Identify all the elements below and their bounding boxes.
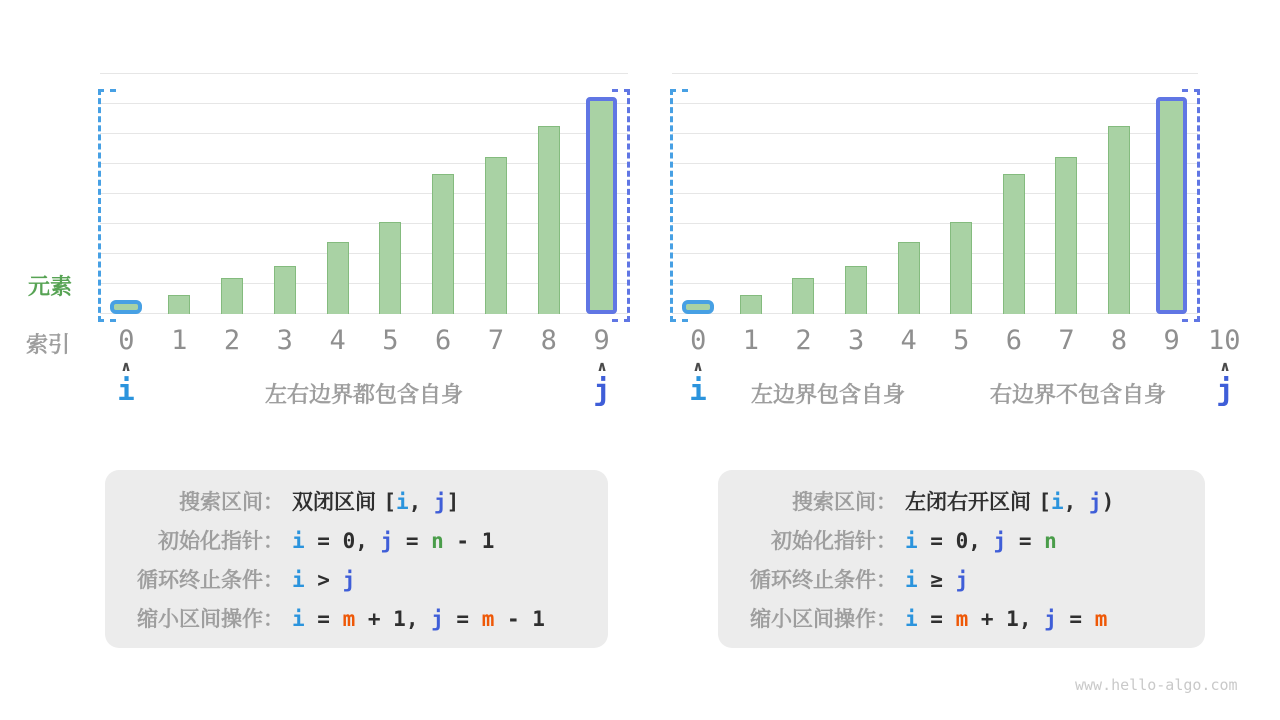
bar-slot <box>470 73 523 314</box>
x-axis-label-index: 索引 <box>26 333 71 358</box>
index-label: 9 <box>1163 325 1180 356</box>
left-bound-dashed-bracket-icon <box>670 89 688 322</box>
info-line-label: 搜索区间： <box>179 489 284 514</box>
bar-slot <box>522 73 575 314</box>
code-segment-m: m <box>342 606 356 631</box>
code-segment-j: j <box>1088 489 1102 514</box>
code-segment-i: i <box>292 528 305 553</box>
info-line-content <box>292 568 355 592</box>
index-label: 6 <box>435 325 452 356</box>
index-label: 3 <box>847 325 865 356</box>
info-line-label: 初始化指针： <box>771 528 897 553</box>
info-line-content <box>905 607 1107 631</box>
interval-annotation: 左右边界都包含自身 <box>264 383 464 408</box>
bar-slot <box>258 73 311 314</box>
pointer-j-label: j <box>1216 373 1234 407</box>
index-label: 5 <box>382 325 399 356</box>
code-segment-code: = <box>1006 528 1045 553</box>
code-segment-code: ) <box>1101 489 1115 514</box>
info-line <box>129 564 584 594</box>
index-label: 4 <box>900 325 917 356</box>
index-label: 2 <box>795 325 812 356</box>
bar-slot <box>311 73 364 314</box>
index-label: 5 <box>953 325 970 356</box>
info-box-half-open-interval <box>718 470 1205 648</box>
index-label: 1 <box>742 325 760 356</box>
bar <box>485 157 507 314</box>
code-segment-cn: 双闭区间 <box>292 489 384 514</box>
code-segment-code: + 1, <box>968 606 1045 631</box>
interval-annotation-right: 右边界不包含自身 <box>989 383 1167 408</box>
bar <box>845 266 867 314</box>
info-line <box>129 486 584 516</box>
code-segment-j: j <box>1044 606 1057 631</box>
chart-closed-interval <box>100 73 628 413</box>
bar-slot <box>725 73 778 314</box>
bar <box>168 295 190 314</box>
plot-area <box>100 73 628 314</box>
index-label: 0 <box>690 325 707 356</box>
y-axis-label-elements: 元素 <box>28 275 73 300</box>
code-segment-j: j <box>433 489 447 514</box>
code-segment-j: j <box>342 567 356 592</box>
bar-slot <box>830 73 883 314</box>
bar <box>792 278 814 314</box>
code-segment-j: j <box>993 528 1007 553</box>
bar-slot <box>777 73 830 314</box>
info-line-content <box>905 486 1114 516</box>
info-line-label: 循环终止条件： <box>750 567 897 592</box>
bar <box>274 266 296 314</box>
code-segment-i: i <box>1050 489 1064 514</box>
info-line <box>742 564 1181 594</box>
info-line-content <box>292 607 545 631</box>
bar-slot <box>882 73 935 314</box>
right-bound-dashed-bracket-icon <box>612 89 630 322</box>
index-label: 8 <box>540 325 557 356</box>
code-segment-j: j <box>955 567 969 592</box>
code-segment-m: m <box>481 606 495 631</box>
index-label: 9 <box>593 325 610 356</box>
code-segment-code: = 0, <box>917 528 994 553</box>
index-label: 3 <box>276 325 293 356</box>
code-segment-i: i <box>905 528 918 553</box>
caret-up-icon: ∧ <box>692 359 704 375</box>
code-segment-code: - 1 <box>494 606 545 631</box>
bar <box>327 242 349 314</box>
info-line-label: 搜索区间： <box>792 489 897 514</box>
index-row <box>100 325 628 356</box>
bar-slot <box>935 73 988 314</box>
info-line <box>742 525 1181 555</box>
bar-slot <box>206 73 259 314</box>
bar-slot <box>153 73 206 314</box>
bar <box>1055 157 1077 314</box>
caret-up-icon: ∧ <box>596 359 608 375</box>
caret-up-icon: ∧ <box>1219 359 1231 375</box>
code-segment-j: j <box>431 606 444 631</box>
site-watermark: www.hello-algo.com <box>1075 676 1238 694</box>
bar-group <box>100 73 628 314</box>
interval-annotation-left: 左边界包含自身 <box>750 383 906 408</box>
bar-group <box>672 73 1198 314</box>
code-segment-code: = <box>443 606 482 631</box>
index-label: 1 <box>171 325 188 356</box>
code-segment-code: ≥ <box>917 567 956 592</box>
code-segment-code: = <box>393 528 432 553</box>
index-row <box>672 325 1251 356</box>
bar-slot <box>1093 73 1146 314</box>
pointer-i-label: i <box>117 373 135 407</box>
bar <box>538 126 560 314</box>
code-segment-i: i <box>905 606 918 631</box>
code-segment-code: = <box>1056 606 1095 631</box>
pointer-i-label: i <box>689 373 707 407</box>
code-segment-n: n <box>431 528 444 553</box>
bar <box>898 242 920 314</box>
code-segment-code: , <box>408 489 434 514</box>
info-line-content <box>905 529 1057 553</box>
code-segment-code: - 1 <box>443 528 495 553</box>
code-segment-i: i <box>395 489 409 514</box>
info-line <box>742 486 1181 516</box>
pointer-j-label: j <box>593 373 611 407</box>
info-line-content <box>292 529 494 553</box>
code-segment-code: ] <box>446 489 460 514</box>
index-label: 6 <box>1005 325 1022 356</box>
index-label: 0 <box>118 325 135 356</box>
code-segment-code: > <box>304 567 343 592</box>
code-segment-m: m <box>1094 606 1108 631</box>
code-segment-i: i <box>905 567 918 592</box>
code-segment-i: i <box>292 606 305 631</box>
info-box-closed-interval <box>105 470 608 648</box>
info-line <box>129 603 584 633</box>
info-line-label: 缩小区间操作： <box>137 606 284 631</box>
bar-slot <box>988 73 1041 314</box>
bar <box>1003 174 1025 314</box>
index-label: 2 <box>223 325 241 356</box>
info-line-label: 缩小区间操作： <box>750 606 897 631</box>
bar-slot <box>364 73 417 314</box>
bar-slot <box>1040 73 1093 314</box>
code-segment-code: [ <box>383 489 396 514</box>
index-label: 8 <box>1110 325 1128 356</box>
bar-slot <box>417 73 470 314</box>
index-label: 7 <box>487 325 505 356</box>
caret-up-icon: ∧ <box>120 359 132 375</box>
code-segment-code: + 1, <box>355 606 432 631</box>
code-segment-n: n <box>1044 528 1057 553</box>
info-line-label: 初始化指针： <box>158 528 284 553</box>
plot-area <box>672 73 1198 314</box>
bar <box>740 295 762 314</box>
bar <box>1108 126 1130 314</box>
index-label: 7 <box>1058 325 1075 356</box>
code-segment-i: i <box>292 567 305 592</box>
code-segment-m: m <box>955 606 969 631</box>
code-segment-code: = <box>917 606 956 631</box>
info-line-content <box>292 486 459 516</box>
chart-half-open-interval <box>672 73 1251 413</box>
code-segment-code: , <box>1063 489 1089 514</box>
info-line-content <box>905 568 968 592</box>
bar <box>221 278 243 314</box>
code-segment-code: = 0, <box>304 528 381 553</box>
bar <box>432 174 454 314</box>
info-line-label: 循环终止条件： <box>137 567 284 592</box>
left-bound-dashed-bracket-icon <box>98 89 116 322</box>
index-label: 10 <box>1207 325 1241 356</box>
info-line <box>129 525 584 555</box>
right-bound-dashed-bracket-icon <box>1182 89 1200 322</box>
index-label: 4 <box>329 325 346 356</box>
bar <box>379 222 401 314</box>
code-segment-j: j <box>380 528 394 553</box>
bar <box>950 222 972 314</box>
info-line <box>742 603 1181 633</box>
code-segment-cn: 左闭右开区间 <box>905 489 1039 514</box>
code-segment-code: [ <box>1038 489 1051 514</box>
code-segment-code: = <box>304 606 343 631</box>
